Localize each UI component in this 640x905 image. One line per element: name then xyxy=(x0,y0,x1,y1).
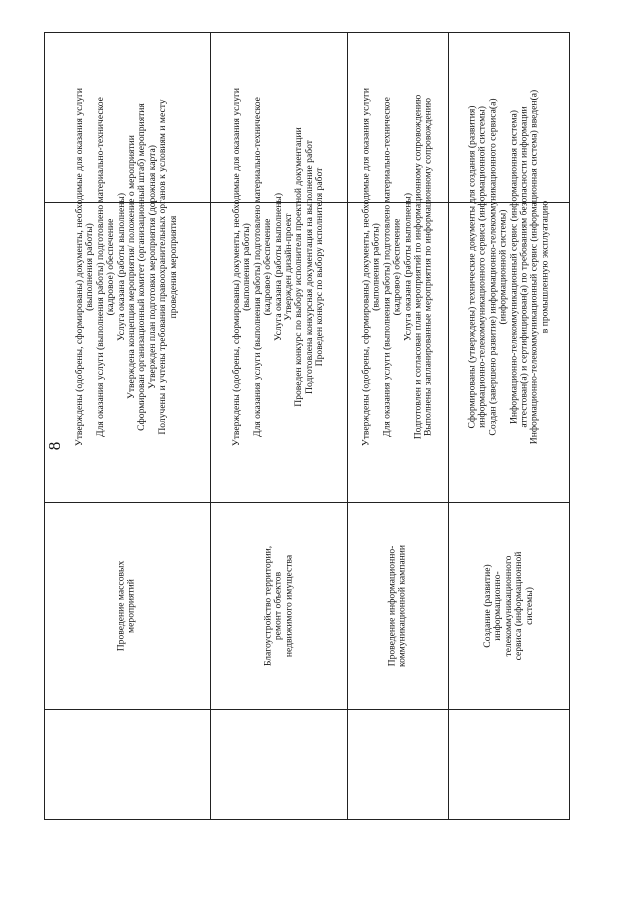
event-results: Сформированы (утверждены) технические документы для создания (развития) информационно-телекоммуникационного сервиса (информационной системы) Создан (завершено развитие) информационно-телекоммуникационного сервиса(а) (информационной системы) Информационно-телекоммуникационный сервис (информационная система) аттестован(а) и сертифицирован(а) по требованиям безопасности информации Информационно-телекоммуникационный сервис (информационная система) введен(а) в промышленную эксплуатацию xyxy=(466,89,551,445)
event-name: Проведение информационно- коммуникационной кампании xyxy=(386,544,408,667)
events-table xyxy=(44,32,570,820)
table-row xyxy=(210,502,347,709)
event-name: Благоустройство территории, ремонт объектов недвижимого имущества xyxy=(261,545,294,666)
event-results: Утверждены (одобрены, сформированы) документы, необходимые для оказания услуги (выполнения работы) Для оказания услуги (выполнения работы) подготовлено материально-техническое (кадровое) обеспечение Услуга оказана (работы выполнены) Утвержден дизайн-проект Проведен конкурс по выбору исполнителя проектной документации Подготовлена конкурсная документация на выполнение работ Проведен конкурс по выбору исполнителя работ xyxy=(230,87,325,447)
table-row xyxy=(347,502,448,709)
table-row xyxy=(44,32,210,502)
table-row xyxy=(347,32,448,502)
table-row xyxy=(210,32,347,502)
event-name: Создание (развитие) информационно- телекоммуникационного сервиса (информационной системы) xyxy=(481,551,535,660)
table-divider xyxy=(44,709,570,710)
page-number: 8 xyxy=(45,441,64,451)
event-name: Проведение массовых мероприятий xyxy=(115,560,137,651)
event-results: Утверждены (одобрены, сформированы) документы, необходимые для оказания услуги (выполнения работы) Для оказания услуги (выполнения работы) подготовлено материально-техническое (кадровое) обеспечение Услуга оказана (работы выполнены) Утверждена концепция мероприятия/ положение о мероприятии Сформирован организационный комитет (организационный штаб) мероприятия Утвержден план подготовки мероприятия (дорожная карта) Получены и учтены требования правоохранительных органов к условиям и месту проведения мероприятия xyxy=(73,87,179,447)
table-row xyxy=(448,502,570,709)
table-row xyxy=(44,502,210,709)
table-row xyxy=(448,32,570,502)
event-results: Утверждены (одобрены, сформированы) документы, необходимые для оказания услуги (выполнения работы) Для оказания услуги (выполнения работы) подготовлено материально-техническое (кадровое) обеспечение Услуга оказана (работы выполнены) Подготовлен и согласован план мероприятий по информационному сопровождению Выполнены запланированные мероприятия по информационному сопровождению xyxy=(360,87,434,447)
